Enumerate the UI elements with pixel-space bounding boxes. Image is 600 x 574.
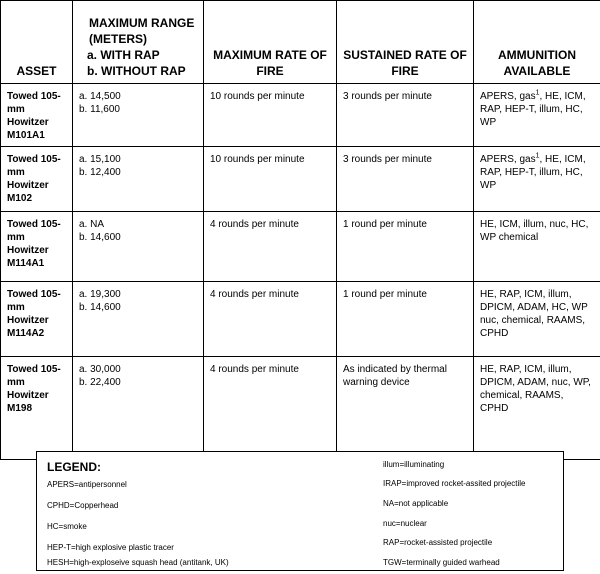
table-row [1,84,600,147]
ammunition-cell [474,147,600,212]
range-without-rap: b. 22,400 [79,377,121,388]
range-cell [73,147,204,212]
legend-item-irap: IRAP=improved rocket-assited projectile [383,479,526,488]
legend-item-nuc: nuc=nuclear [383,519,427,528]
legend-item-hc: HC=smoke [47,522,87,531]
range-with-rap: a. 30,000 [79,364,121,375]
range-with-rap: a. 15,100 [79,154,121,165]
legend-item-hep-t: HEP-T=high explosive plastic tracer [47,543,174,552]
range-cell [73,282,204,357]
range-with-rap: a. NA [79,219,105,230]
asset-cell: Towed 105-mm Howitzer M101A1 [1,84,73,147]
ammo-text: HE, ICM, illum, nuc, HC, WP chemical [480,219,589,243]
max-rate-cell: 10 rounds per minute [204,147,337,212]
sustained-rate-cell: 3 rounds per minute [337,84,474,147]
range-without-rap: b. 14,600 [79,302,121,313]
legend-item-illum: illum=illuminating [383,460,445,469]
footnote-marker: 1 [535,152,540,160]
legend-item-apers: APERS=antipersonnel [47,480,127,489]
ammo-text: HE, RAP, ICM, illum, DPICM, ADAM, HC, WP nuc, chemical, RAAMS, CPHD [480,289,588,339]
ammunition-cell [474,282,600,357]
sustained-rate-cell: 3 rounds per minute [337,147,474,212]
max-rate-cell: 10 rounds per minute [204,84,337,147]
sustained-rate-cell: As indicated by thermal warning device [337,357,474,460]
legend-item-rap: RAP=rocket-assisted projectile [383,538,493,547]
legend-title: LEGEND: [47,460,101,474]
header-range-title: MAXIMUM RANGE (METERS) [89,16,195,46]
header-row [1,1,600,84]
table-row [1,357,600,460]
range-cell [73,212,204,282]
range-with-rap: a. 19,300 [79,289,121,300]
table-row [1,282,600,357]
asset-cell: Towed 105-mm Howitzer M198 [1,357,73,460]
header-max-rate: MAXIMUM RATE OF FIRE [204,1,337,84]
max-rate-cell: 4 rounds per minute [204,282,337,357]
sustained-rate-cell: 1 round per minute [337,282,474,357]
range-without-rap: b. 12,400 [79,167,121,178]
header-ammunition: AMMUNITION AVAILABLE [474,1,600,84]
ammo-text: APERS, gas [480,154,536,165]
range-cell [73,357,204,460]
legend-item-tgw: TGW=terminally guided warhead [383,558,500,567]
table-row [1,147,600,212]
range-cell [73,84,204,147]
header-range-a: a. WITH RAP [87,48,160,62]
asset-cell: Towed 105-mm Howitzer M102 [1,147,73,212]
max-rate-cell: 4 rounds per minute [204,212,337,282]
table-row [1,212,600,282]
legend-item-cphd: CPHD=Copperhead [47,501,119,510]
header-asset: ASSET [1,1,73,84]
ammo-text: APERS, gas [480,91,536,102]
ammunition-cell [474,212,600,282]
range-without-rap: b. 11,600 [79,104,120,115]
legend-item-na: NA=not applicable [383,499,449,508]
header-sustained-rate: SUSTAINED RATE OF FIRE [337,1,474,84]
ammunition-cell [474,357,600,460]
range-without-rap: b. 14,600 [79,232,121,243]
max-rate-cell: 4 rounds per minute [204,357,337,460]
asset-cell: Towed 105-mm Howitzer M114A1 [1,212,73,282]
ammunition-cell [474,84,600,147]
ammo-text: HE, RAP, ICM, illum, DPICM, ADAM, nuc, WP, chemical, RAAMS, CPHD [480,364,591,414]
sustained-rate-cell: 1 round per minute [337,212,474,282]
asset-cell: Towed 105-mm Howitzer M114A2 [1,282,73,357]
range-with-rap: a. 14,500 [79,91,121,102]
header-max-range [73,1,204,84]
legend-box [36,451,564,571]
footnote-marker: 1 [535,89,540,97]
ammo-text-cont: , HE, ICM, RAP, HEP-T, illum, HC, WP [480,154,586,191]
ammo-text-cont: , HE, ICM, RAP, HEP-T, illum, HC, WP [480,91,586,128]
legend-item-hesh: HESH=high-exploseive squash head (antitank, UK) [47,558,229,567]
header-range-b: b. WITHOUT RAP [87,64,186,78]
